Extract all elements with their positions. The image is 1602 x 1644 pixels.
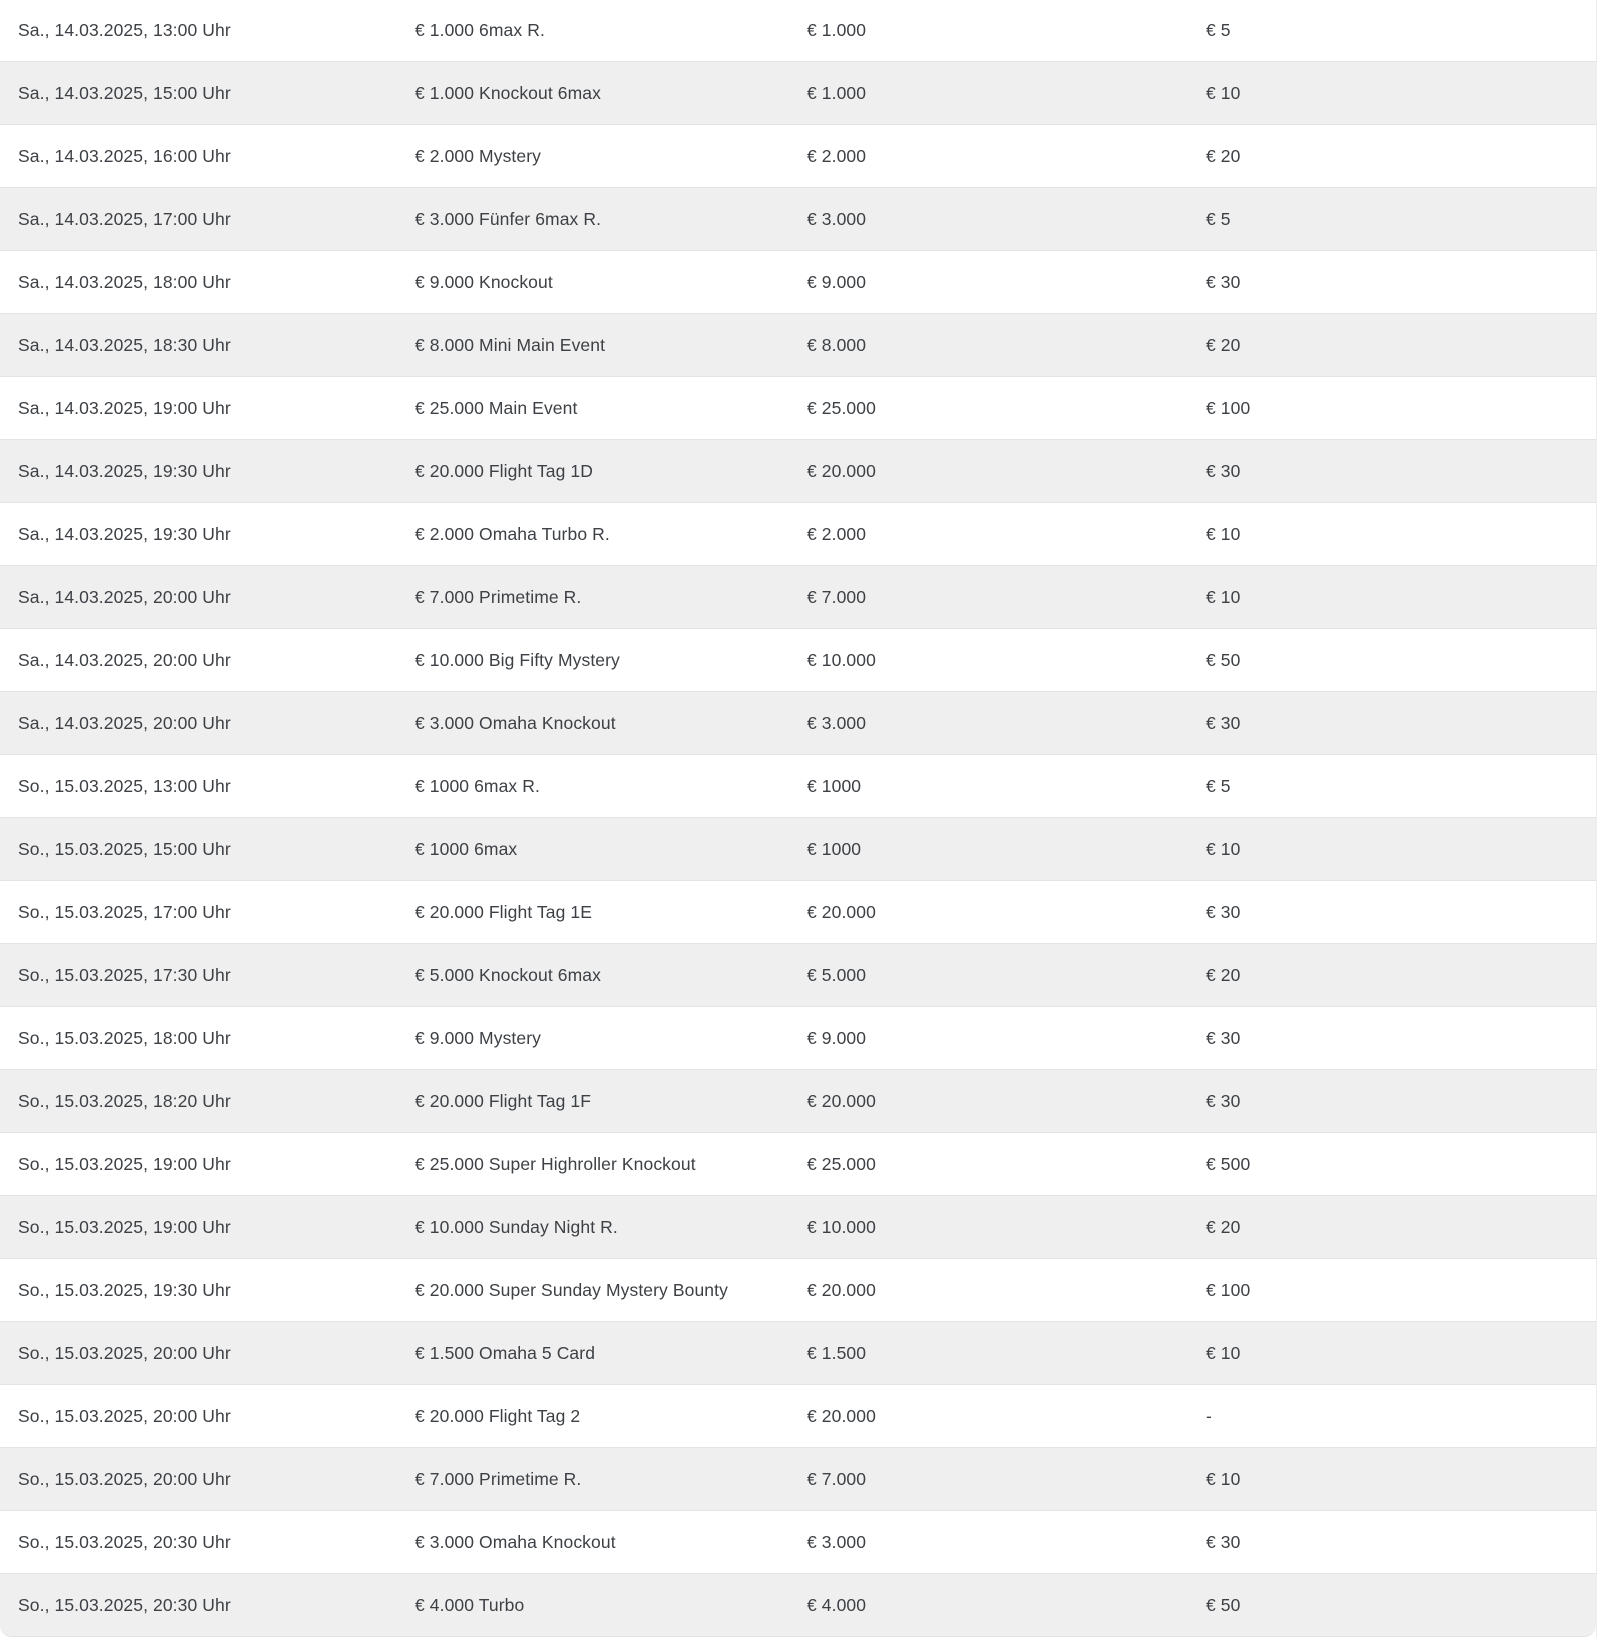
cell-buyin: € 100	[1206, 397, 1251, 418]
table-row[interactable]	[0, 1070, 1596, 1133]
cell-tournament-name: € 9.000 Mystery	[415, 1027, 541, 1048]
cell-start-datetime: So., 15.03.2025, 20:30 Uhr	[18, 1531, 231, 1552]
cell-buyin: € 50	[1206, 1594, 1241, 1615]
table-row[interactable]	[0, 377, 1596, 440]
cell-tournament-name: € 3.000 Omaha Knockout	[415, 1531, 616, 1552]
cell-guarantee: € 1.000	[807, 19, 867, 40]
cell-guarantee: € 7.000	[807, 1468, 867, 1489]
table-row[interactable]	[0, 314, 1596, 377]
table-row[interactable]	[0, 881, 1596, 944]
table-row[interactable]	[0, 125, 1596, 188]
cell-guarantee: € 20.000	[807, 901, 876, 922]
cell-tournament-name: € 7.000 Primetime R.	[415, 586, 582, 607]
cell-start-datetime: So., 15.03.2025, 20:30 Uhr	[18, 1594, 231, 1615]
cell-buyin: -	[1206, 1405, 1212, 1426]
cell-guarantee: € 9.000	[807, 1027, 867, 1048]
cell-tournament-name: € 10.000 Sunday Night R.	[415, 1216, 618, 1237]
cell-buyin: € 10	[1206, 1468, 1241, 1489]
table-row[interactable]	[0, 944, 1596, 1007]
cell-buyin: € 5	[1206, 19, 1231, 40]
cell-start-datetime: So., 15.03.2025, 15:00 Uhr	[18, 838, 231, 859]
cell-guarantee: € 1000	[807, 775, 862, 796]
cell-start-datetime: Sa., 14.03.2025, 20:00 Uhr	[18, 586, 231, 607]
table-row[interactable]	[0, 1259, 1596, 1322]
cell-buyin: € 5	[1206, 208, 1231, 229]
cell-buyin: € 20	[1206, 334, 1241, 355]
cell-buyin: € 10	[1206, 838, 1241, 859]
cell-guarantee: € 20.000	[807, 460, 876, 481]
cell-start-datetime: So., 15.03.2025, 20:00 Uhr	[18, 1342, 231, 1363]
cell-buyin: € 50	[1206, 649, 1241, 670]
table-row[interactable]	[0, 251, 1596, 314]
cell-tournament-name: € 4.000 Turbo	[415, 1594, 525, 1615]
cell-tournament-name: € 2.000 Mystery	[415, 145, 541, 166]
cell-buyin: € 30	[1206, 712, 1241, 733]
table-row[interactable]	[0, 1007, 1596, 1070]
cell-start-datetime: Sa., 14.03.2025, 18:30 Uhr	[18, 334, 231, 355]
cell-guarantee: € 20.000	[807, 1090, 876, 1111]
cell-buyin: € 30	[1206, 1090, 1241, 1111]
table-row[interactable]	[0, 1448, 1596, 1511]
cell-tournament-name: € 10.000 Big Fifty Mystery	[415, 649, 620, 670]
cell-buyin: € 5	[1206, 775, 1231, 796]
cell-guarantee: € 3.000	[807, 1531, 867, 1552]
cell-tournament-name: € 1.500 Omaha 5 Card	[415, 1342, 596, 1363]
table-row[interactable]	[0, 818, 1596, 881]
cell-start-datetime: So., 15.03.2025, 18:00 Uhr	[18, 1027, 231, 1048]
cell-start-datetime: Sa., 14.03.2025, 15:00 Uhr	[18, 82, 231, 103]
cell-buyin: € 20	[1206, 1216, 1241, 1237]
cell-start-datetime: Sa., 14.03.2025, 13:00 Uhr	[18, 19, 231, 40]
cell-tournament-name: € 20.000 Flight Tag 2	[415, 1405, 581, 1426]
cell-buyin: € 30	[1206, 1027, 1241, 1048]
cell-start-datetime: Sa., 14.03.2025, 20:00 Uhr	[18, 712, 231, 733]
cell-tournament-name: € 5.000 Knockout 6max	[415, 964, 601, 985]
cell-guarantee: € 25.000	[807, 397, 876, 418]
cell-start-datetime: Sa., 14.03.2025, 20:00 Uhr	[18, 649, 231, 670]
cell-start-datetime: So., 15.03.2025, 19:00 Uhr	[18, 1216, 231, 1237]
table-row[interactable]	[0, 1511, 1596, 1574]
cell-tournament-name: € 20.000 Flight Tag 1F	[415, 1090, 592, 1111]
cell-start-datetime: So., 15.03.2025, 20:00 Uhr	[18, 1468, 231, 1489]
table-row[interactable]	[0, 62, 1596, 125]
cell-start-datetime: Sa., 14.03.2025, 19:30 Uhr	[18, 460, 231, 481]
cell-start-datetime: Sa., 14.03.2025, 19:00 Uhr	[18, 397, 231, 418]
table-row[interactable]	[0, 0, 1596, 62]
table-row[interactable]	[0, 629, 1596, 692]
cell-tournament-name: € 20.000 Super Sunday Mystery Bounty	[415, 1279, 728, 1300]
table-row[interactable]	[0, 1574, 1596, 1637]
cell-guarantee: € 9.000	[807, 271, 867, 292]
cell-tournament-name: € 20.000 Flight Tag 1E	[415, 901, 593, 922]
cell-tournament-name: € 25.000 Main Event	[415, 397, 578, 418]
table-row[interactable]	[0, 1133, 1596, 1196]
cell-start-datetime: Sa., 14.03.2025, 16:00 Uhr	[18, 145, 231, 166]
cell-start-datetime: So., 15.03.2025, 17:30 Uhr	[18, 964, 231, 985]
table-row[interactable]	[0, 566, 1596, 629]
cell-tournament-name: € 1.000 6max R.	[415, 19, 545, 40]
cell-guarantee: € 8.000	[807, 334, 867, 355]
cell-tournament-name: € 8.000 Mini Main Event	[415, 334, 606, 355]
cell-buyin: € 500	[1206, 1153, 1251, 1174]
cell-guarantee: € 4.000	[807, 1594, 867, 1615]
cell-tournament-name: € 9.000 Knockout	[415, 271, 553, 292]
cell-tournament-name: € 7.000 Primetime R.	[415, 1468, 582, 1489]
cell-buyin: € 10	[1206, 523, 1241, 544]
cell-tournament-name: € 1000 6max	[415, 838, 518, 859]
cell-buyin: € 10	[1206, 1342, 1241, 1363]
table-row[interactable]	[0, 503, 1596, 566]
cell-guarantee: € 3.000	[807, 208, 867, 229]
cell-start-datetime: So., 15.03.2025, 18:20 Uhr	[18, 1090, 231, 1111]
table-row[interactable]	[0, 1322, 1596, 1385]
cell-start-datetime: Sa., 14.03.2025, 17:00 Uhr	[18, 208, 231, 229]
cell-guarantee: € 3.000	[807, 712, 867, 733]
cell-start-datetime: So., 15.03.2025, 19:30 Uhr	[18, 1279, 231, 1300]
table-row[interactable]	[0, 1196, 1596, 1259]
cell-guarantee: € 5.000	[807, 964, 867, 985]
cell-guarantee: € 7.000	[807, 586, 867, 607]
cell-start-datetime: So., 15.03.2025, 19:00 Uhr	[18, 1153, 231, 1174]
cell-start-datetime: Sa., 14.03.2025, 18:00 Uhr	[18, 271, 231, 292]
cell-start-datetime: So., 15.03.2025, 13:00 Uhr	[18, 775, 231, 796]
cell-buyin: € 30	[1206, 1531, 1241, 1552]
cell-start-datetime: So., 15.03.2025, 17:00 Uhr	[18, 901, 231, 922]
cell-buyin: € 30	[1206, 271, 1241, 292]
cell-guarantee: € 10.000	[807, 649, 876, 670]
cell-buyin: € 10	[1206, 586, 1241, 607]
cell-guarantee: € 20.000	[807, 1405, 876, 1426]
table-row[interactable]	[0, 692, 1596, 755]
cell-start-datetime: Sa., 14.03.2025, 19:30 Uhr	[18, 523, 231, 544]
cell-buyin: € 20	[1206, 145, 1241, 166]
cell-guarantee: € 2.000	[807, 145, 867, 166]
cell-guarantee: € 2.000	[807, 523, 867, 544]
cell-tournament-name: € 20.000 Flight Tag 1D	[415, 460, 593, 481]
cell-guarantee: € 1.500	[807, 1342, 867, 1363]
cell-start-datetime: So., 15.03.2025, 20:00 Uhr	[18, 1405, 231, 1426]
cell-buyin: € 20	[1206, 964, 1241, 985]
cell-tournament-name: € 2.000 Omaha Turbo R.	[415, 523, 610, 544]
cell-buyin: € 30	[1206, 901, 1241, 922]
table-row[interactable]	[0, 755, 1596, 818]
table-row[interactable]	[0, 440, 1596, 503]
cell-guarantee: € 1.000	[807, 82, 867, 103]
cell-guarantee: € 1000	[807, 838, 862, 859]
cell-tournament-name: € 3.000 Omaha Knockout	[415, 712, 616, 733]
cell-tournament-name: € 1.000 Knockout 6max	[415, 82, 601, 103]
cell-tournament-name: € 25.000 Super Highroller Knockout	[415, 1153, 696, 1174]
table-row[interactable]	[0, 1385, 1596, 1448]
cell-buyin: € 100	[1206, 1279, 1251, 1300]
cell-buyin: € 10	[1206, 82, 1241, 103]
table-row[interactable]	[0, 188, 1596, 251]
cell-guarantee: € 10.000	[807, 1216, 876, 1237]
cell-guarantee: € 20.000	[807, 1279, 876, 1300]
cell-tournament-name: € 1000 6max R.	[415, 775, 540, 796]
cell-guarantee: € 25.000	[807, 1153, 876, 1174]
cell-tournament-name: € 3.000 Fünfer 6max R.	[415, 208, 602, 229]
cell-buyin: € 30	[1206, 460, 1241, 481]
